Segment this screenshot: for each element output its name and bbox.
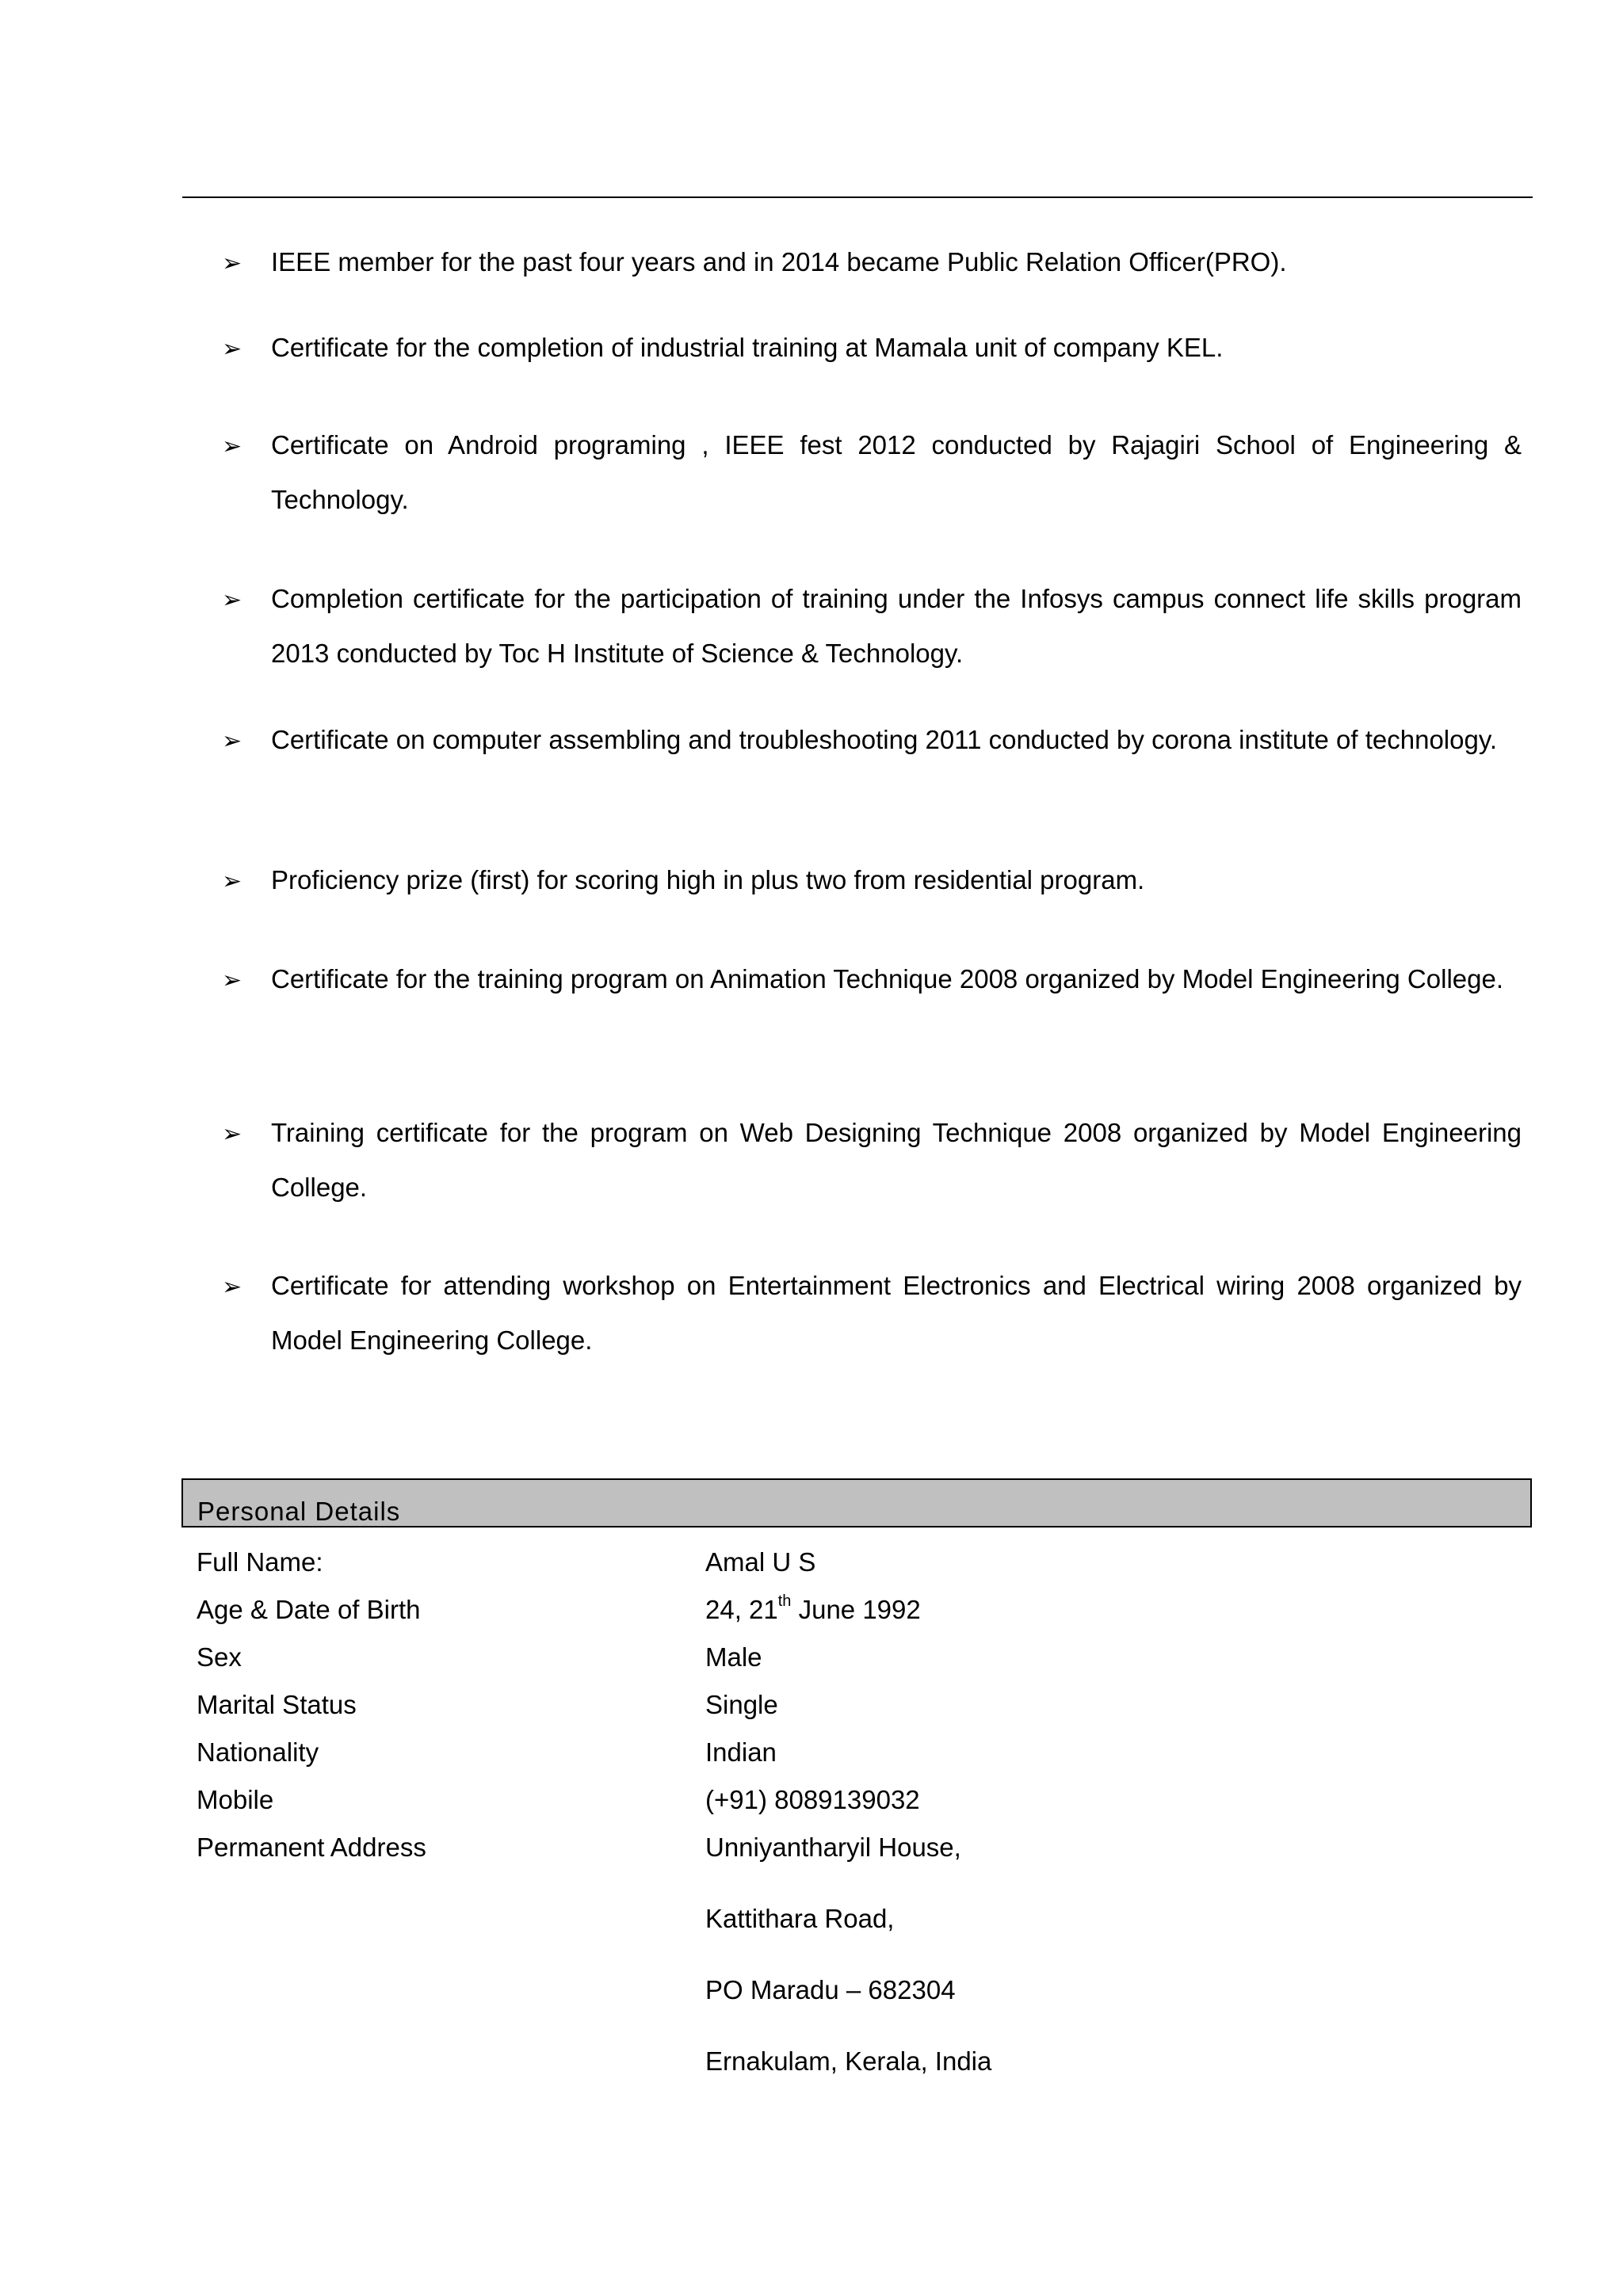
achievement-text: Certificate on computer assembling and troubleshooting 2011 conducted by corona institute of technology. — [271, 725, 1498, 754]
detail-row-nationality — [197, 1737, 1528, 1776]
mobile-value: (+91) 8089139032 — [705, 1785, 920, 1814]
arrow-bullet-icon: ➢ — [222, 587, 242, 613]
achievement-text: Certificate for attending workshop on Entertainment Electronics and Electrical wiring 2008 organized by Model Engineering College. — [271, 1271, 1522, 1355]
achievement-text: Proficiency prize (first) for scoring high in plus two from residential program. — [271, 865, 1145, 894]
detail-row-full-name — [197, 1547, 1528, 1586]
arrow-bullet-icon: ➢ — [222, 1121, 242, 1147]
achievement-text: Certificate for the completion of industrial training at Mamala unit of company KEL. — [271, 333, 1224, 362]
detail-row-age — [197, 1594, 1528, 1634]
mobile-label: Mobile — [197, 1785, 274, 1814]
marital-status-label: Marital Status — [197, 1690, 357, 1719]
address-line: Unniyantharyil House, — [705, 1833, 961, 1862]
section-title: Personal Details — [197, 1497, 401, 1526]
nationality-label: Nationality — [197, 1737, 319, 1767]
address-label: Permanent Address — [197, 1833, 426, 1862]
address-line: Kattithara Road, — [705, 1904, 895, 1933]
achievement-text: Certificate for the training program on Animation Technique 2008 organized by Model Engineering College. — [271, 964, 1504, 994]
age-label: Age & Date of Birth — [197, 1595, 421, 1624]
sex-label: Sex — [197, 1642, 242, 1672]
age-value-ordinal: th — [777, 1592, 792, 1610]
age-value-suffix: June 1992 — [791, 1595, 921, 1624]
marital-status-value: Single — [705, 1690, 778, 1719]
arrow-bullet-icon: ➢ — [222, 868, 242, 894]
achievement-text: Certificate on Android programing , IEEE fest 2012 conducted by Rajagiri School of Engineering & Technology. — [271, 430, 1522, 514]
detail-row-marital-status — [197, 1689, 1528, 1729]
nationality-value: Indian — [705, 1737, 777, 1767]
full-name-label: Full Name: — [197, 1547, 323, 1577]
personal-details-header — [181, 1478, 1532, 1527]
arrow-bullet-icon: ➢ — [222, 250, 242, 277]
detail-row-sex — [197, 1642, 1528, 1681]
arrow-bullet-icon: ➢ — [222, 967, 242, 994]
address-line: PO Maradu – 682304 — [705, 1975, 956, 2004]
age-value — [705, 1594, 921, 1626]
detail-row-mobile — [197, 1784, 1528, 1824]
achievement-text: Training certificate for the program on Web Designing Technique 2008 organized by Model Engineering College. — [271, 1118, 1522, 1202]
full-name-value: Amal U S — [705, 1547, 816, 1577]
address-line: Ernakulam, Kerala, India — [705, 2046, 992, 2076]
arrow-bullet-icon: ➢ — [222, 336, 242, 362]
sex-value: Male — [705, 1642, 762, 1672]
achievement-text: Completion certificate for the participation of training under the Infosys campus connect life skills program 2013 conducted by Toc H Institute of Science & Technology. — [271, 584, 1522, 668]
arrow-bullet-icon: ➢ — [222, 433, 242, 460]
age-value-prefix: 24, 21 — [705, 1595, 778, 1624]
arrow-bullet-icon: ➢ — [222, 1274, 242, 1300]
achievement-text: IEEE member for the past four years and in 2014 became Public Relation Officer(PRO). — [271, 247, 1287, 277]
top-divider-line — [182, 196, 1533, 198]
arrow-bullet-icon: ➢ — [222, 728, 242, 754]
